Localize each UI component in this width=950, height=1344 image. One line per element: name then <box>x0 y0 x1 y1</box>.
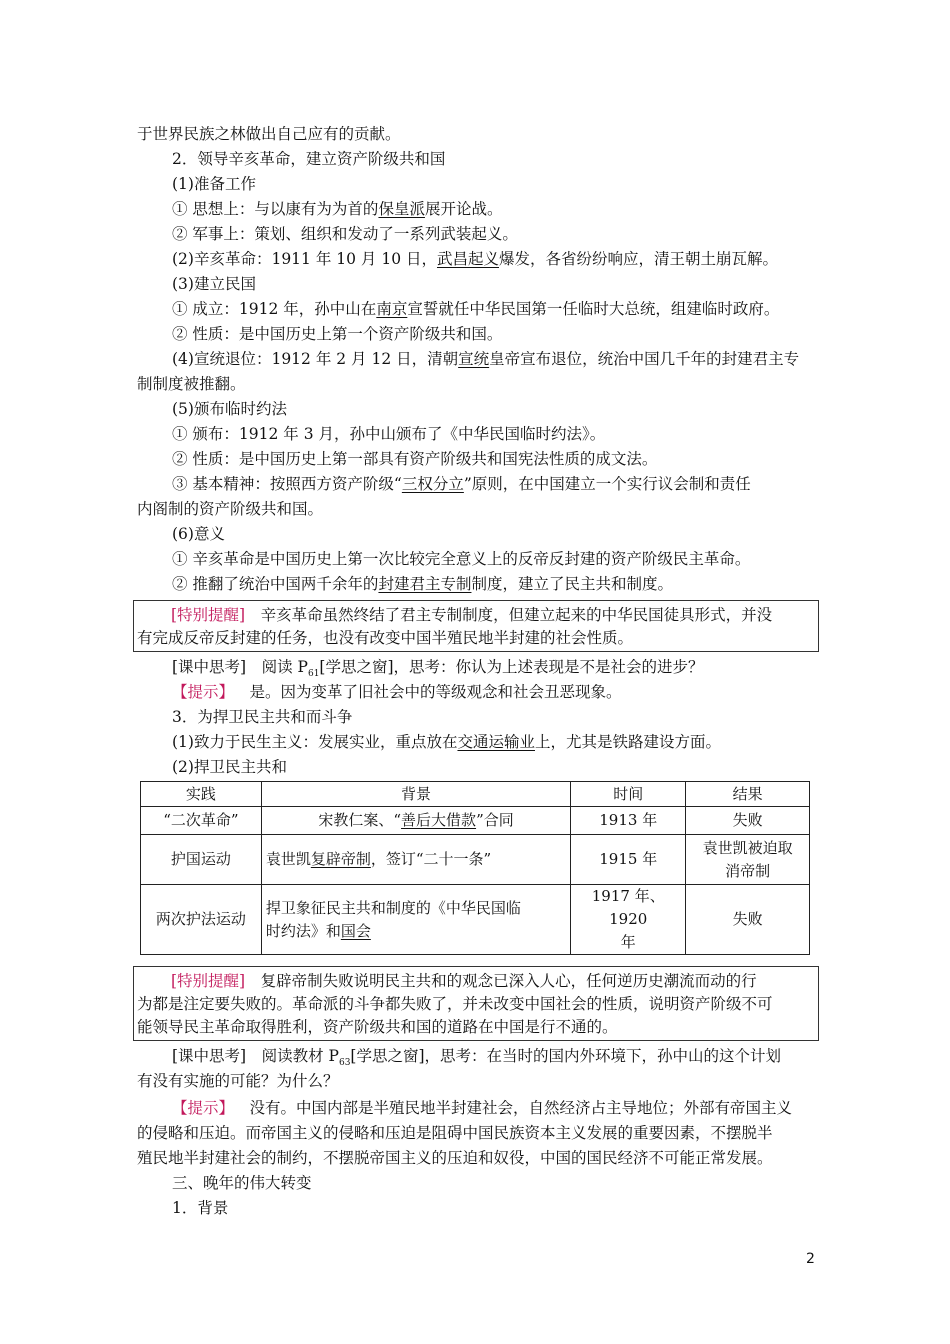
text-line: ① 思想上：与以康有为为首的保皇派展开论战。 <box>172 200 503 218</box>
text-line: (4)宣统退位：1912 年 2 月 12 日，清朝宣统皇帝宣布退位，统治中国几千年的封建君主专 <box>172 350 800 368</box>
column-header: 实践 <box>141 782 262 807</box>
table-cell: 护国运动 <box>141 835 262 885</box>
section-heading: 3．为捍卫民主共和而斗争 <box>172 708 353 726</box>
section-heading: 2．领导辛亥革命，建立资产阶级共和国 <box>172 150 446 168</box>
table-cell: 袁世凯复辟帝制，签订“二十一条” <box>261 835 571 885</box>
table-cell: 1913 年 <box>571 807 686 835</box>
table-cell: 袁世凯被迫取 消帝制 <box>686 835 810 885</box>
subheading: (3)建立民国 <box>172 275 256 293</box>
special-reminder-box: [特别提醒] 辛亥革命虽然终结了君主专制制度，但建立起来的中华民国徒具形式，并没 有完成反帝反封建的任务，也没有改变中国半殖民地半封建的社会性质。 <box>133 600 819 652</box>
reminder-tag: [特别提醒] <box>171 606 246 624</box>
column-header: 背景 <box>261 782 571 807</box>
table-cell: 捍卫象征民主共和制度的《中华民国临 时约法》和国会 <box>261 885 571 955</box>
text-line: ① 辛亥革命是中国历史上第一次比较完全意义上的反帝反封建的资产阶级民主革命。 <box>172 550 751 568</box>
text-line: ① 颁布：1912 年 3 月，孙中山颁布了《中华民国临时约法》。 <box>172 425 606 443</box>
text-line: 有没有实施的可能？为什么？ <box>137 1072 339 1090</box>
hint-line: 【提示】 是。因为变革了旧社会中的等级观念和社会丑恶现象。 <box>172 683 622 701</box>
page-number: 2 <box>806 1251 815 1267</box>
subheading: (5)颁布临时约法 <box>172 400 287 418</box>
subheading: 1．背景 <box>172 1199 229 1217</box>
table-cell: 1915 年 <box>571 835 686 885</box>
underlined-term: 南京 <box>376 300 408 318</box>
table-header-row <box>141 782 810 807</box>
text-line: ② 性质：是中国历史上第一个资产阶级共和国。 <box>172 325 503 343</box>
table-cell: 两次护法运动 <box>141 885 262 955</box>
underlined-term: 保皇派 <box>378 200 425 218</box>
text-line: 内阁制的资产阶级共和国。 <box>137 500 324 518</box>
text-line: ③ 基本精神：按照西方资产阶级“三权分立”原则，在中国建立一个实行议会制和责任 <box>172 475 751 493</box>
underlined-term: 三权分立 <box>401 475 464 493</box>
underlined-term: 封建君主专制 <box>378 575 472 593</box>
table-row <box>141 885 810 955</box>
column-header: 时间 <box>571 782 686 807</box>
text-line: 于世界民族之林做出自己应有的贡献。 <box>137 125 401 143</box>
text-line: (1)致力于民生主义：发展实业，重点放在交通运输业上，尤其是铁路建设方面。 <box>172 733 721 751</box>
subheading: (6)意义 <box>172 525 225 543</box>
table-cell: 宋教仁案、“善后大借款”合同 <box>261 807 571 835</box>
column-header: 结果 <box>686 782 810 807</box>
text-line: 制制度被推翻。 <box>137 375 246 393</box>
in-class-thinking: [课中思考] 阅读教材 $P_{63}$[学思之窗]，思考：在当时的国内外环境下，孙中山的这个计划 <box>172 1047 782 1069</box>
underlined-term: 复辟帝制 <box>310 850 371 868</box>
special-reminder-box: [特别提醒] 复辟帝制失败说明民主共和的观念已深入人心，任何逆历史潮流而动的行 为都是注定要失败的。革命派的斗争都失败了，并未改变中国社会的性质，说明资产阶级不可 能领导民主革命取得胜利，资产阶级共和国的道路在中国是行不通的。 <box>133 966 819 1041</box>
table-cell: 失败 <box>686 807 810 835</box>
table-cell: “二次革命” <box>141 807 262 835</box>
text-line: (2)辛亥革命：1911 年 10 月 10 日，武昌起义爆发，各省纷纷响应，清王朝土崩瓦解。 <box>172 250 779 268</box>
text-line: ② 军事上：策划、组织和发动了一系列武装起义。 <box>172 225 518 243</box>
text-line: 的侵略和压迫。而帝国主义的侵略和压迫是阻碍中国民族资本主义发展的重要因素，不摆脱半 <box>137 1124 773 1142</box>
struggle-table <box>140 781 810 955</box>
underlined-term: 武昌起义 <box>436 250 499 268</box>
underlined-term: 国会 <box>340 921 371 940</box>
text-line: ① 成立：1912 年，孙中山在南京宣誓就任中华民国第一任临时大总统，组建临时政府。 <box>172 300 780 318</box>
table-row <box>141 807 810 835</box>
subheading: (2)捍卫民主共和 <box>172 758 287 776</box>
reminder-tag: [特别提醒] <box>171 972 246 990</box>
table-cell: 失败 <box>686 885 810 955</box>
section-heading: 三、晚年的伟大转变 <box>172 1174 312 1192</box>
text-line: 殖民地半封建社会的制约，不摆脱帝国主义的压迫和奴役，中国的国民经济不可能正常发展。 <box>137 1149 773 1167</box>
hint-tag: 【提示】 <box>172 1099 235 1117</box>
hint-line: 【提示】 没有。中国内部是半殖民地半封建社会，自然经济占主导地位；外部有帝国主义 <box>172 1099 793 1117</box>
underlined-term: 宣统 <box>458 350 490 368</box>
in-class-thinking: [课中思考] 阅读 $P_{61}$[学思之窗]，思考：你认为上述表现是不是社会的进步？ <box>172 658 704 680</box>
hint-tag: 【提示】 <box>172 683 235 701</box>
underlined-term: 善后大借款 <box>401 811 477 829</box>
text-line: ② 性质：是中国历史上第一部具有资产阶级共和国宪法性质的成文法。 <box>172 450 658 468</box>
subheading: (1)准备工作 <box>172 175 256 193</box>
underlined-term: 交通运输业 <box>457 733 535 751</box>
table-cell: 1917 年、1920 年 <box>571 885 686 955</box>
table-row <box>141 835 810 885</box>
text-line: ② 推翻了统治中国两千余年的封建君主专制制度，建立了民主共和制度。 <box>172 575 673 593</box>
